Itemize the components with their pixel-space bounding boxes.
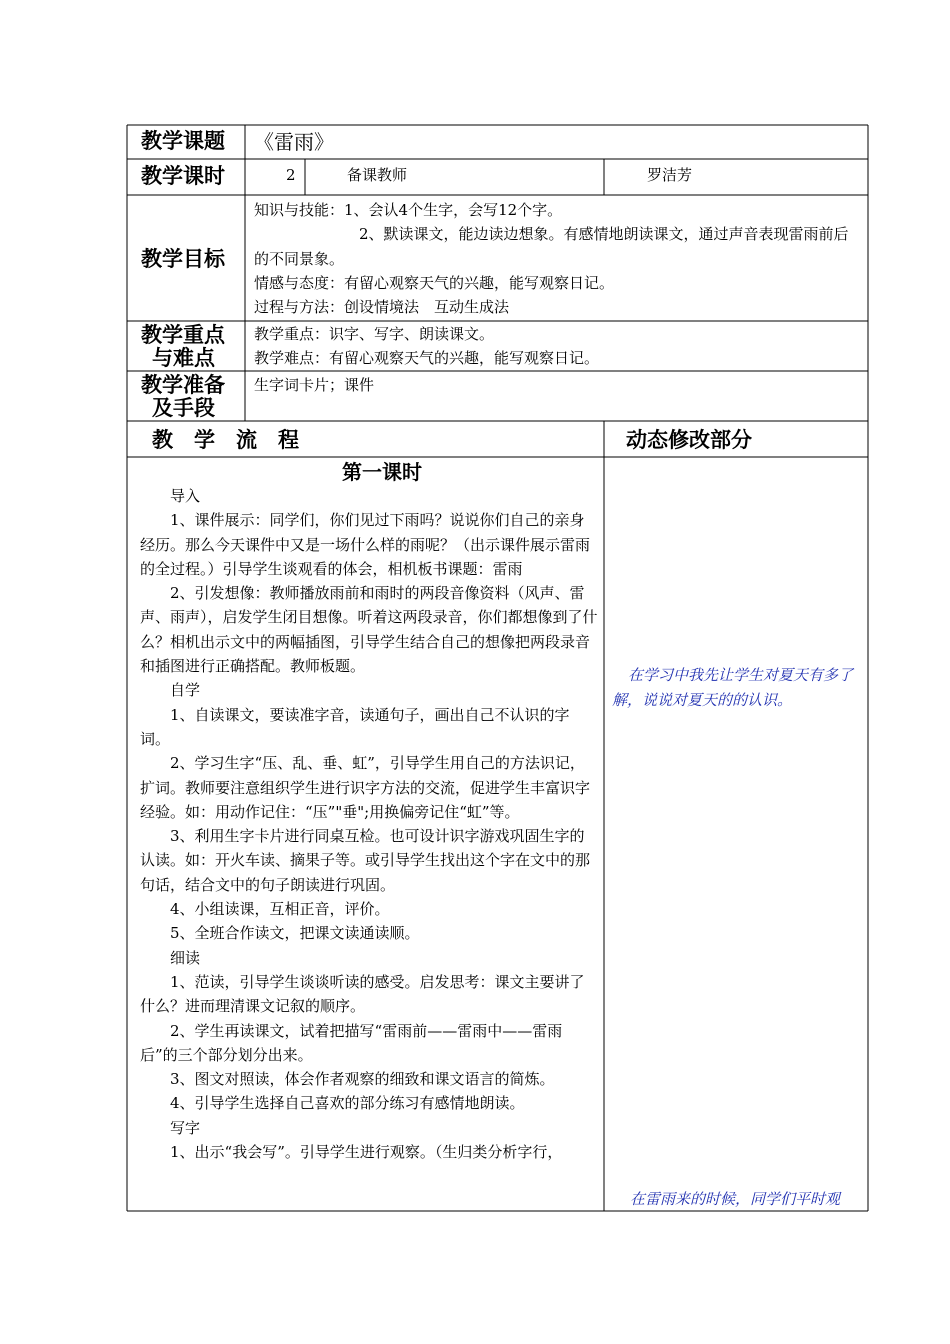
- lesson-paragraph: 1、自读课文，要读准字音，读通句子，画出自己不认识的字词。: [140, 705, 570, 748]
- lesson-paragraph: 1、课件展示：同学们，你们见过下雨吗？说说你们自己的亲身经历。那么今天课件中又是一场什么样的雨呢？（出示课件展示雷雨的全过程。）引导学生谈观看的体会，相机板书课题：雷雨: [140, 511, 591, 578]
- key-label-line1: 教学重点: [141, 323, 225, 347]
- lesson-paragraph: 3、利用生字卡片进行同桌互检。也可设计识字游戏巩固生字的认读。如：开火车读、摘果子等。或引导学生找出这个字在文中的那句话，结合文中的句子朗读进行巩固。: [140, 827, 591, 894]
- goal-item: 知识与技能：1、会认4个生字，会写12个字。: [254, 201, 563, 219]
- lesson-paragraph: 2、引发想像：教师播放雨前和雨时的两段音像资料（风声、雷声、雨声），启发学生闭目想像。听着这两段录音，你们都想像到了什么？相机出示文中的两幅插图，引导学生结合自己的想像把两段录音和插图进行正确搭配。教师板题。: [140, 584, 598, 676]
- key-point: 教学难点：有留心观察天气的兴趣，能写观察日记。: [254, 349, 600, 367]
- lesson-paragraph: 5、全班合作读文，把课文读通读顺。: [170, 924, 420, 943]
- lesson-paragraph: 自学: [170, 681, 201, 700]
- lesson-paragraph: 1、出示“我会写”。引导学生进行观察。（生归类分析字行，: [170, 1143, 563, 1162]
- flow-label: 教 学 流 程: [152, 428, 299, 452]
- teacher-value: 罗洁芳: [647, 166, 693, 184]
- lesson-paragraph: 1、范读，引导学生谈谈听读的感受。启发思考：课文主要讲了什么？进而理清课文记叙的顺序。: [140, 972, 585, 1016]
- goals-label: 教学目标: [141, 247, 225, 271]
- lesson-paragraph: 导入: [170, 487, 201, 505]
- lesson-title: 第一课时: [342, 460, 422, 484]
- prep-value: 生字词卡片；课件: [254, 376, 375, 394]
- lesson-paragraph: 4、小组读课，互相正音，评价。: [170, 900, 390, 919]
- teacher-label: 备课教师: [347, 166, 408, 184]
- lesson-paragraph: 2、学生再读课文，试着把描写“雷雨前——雷雨中——雷雨后”的三个部分划分出来。: [140, 1021, 563, 1064]
- goal-item: 2、默读课文，能边读边想象。有感情地朗读课文，通过声音表现雷雨前后的不同景象。: [254, 225, 849, 268]
- revision-note: 在雷雨来的时候，同学们平时观: [630, 1190, 841, 1208]
- goals-block: [254, 198, 862, 319]
- hours-value: 2: [286, 166, 296, 184]
- lesson-paragraph: 4、引导学生选择自己喜欢的部分练习有感情地朗读。: [170, 1094, 525, 1113]
- topic-label: 教学课题: [141, 129, 225, 153]
- hours-label: 教学课时: [141, 164, 225, 188]
- prep-label-line1: 教学准备: [141, 373, 225, 397]
- lesson-body: [140, 484, 598, 1164]
- lesson-paragraph: 写字: [170, 1118, 201, 1137]
- dynamic-label: 动态修改部分: [626, 428, 752, 452]
- topic-value: 《雷雨》: [254, 130, 334, 154]
- key-label-line2: 与难点: [152, 346, 215, 370]
- lesson-paragraph: 3、图文对照读，体会作者观察的细致和课文语言的简炼。: [170, 1070, 555, 1089]
- goal-item: 过程与方法：创设情境法 互动生成法: [254, 298, 510, 317]
- prep-label-line2: 及手段: [152, 396, 215, 420]
- lesson-paragraph: 细读: [170, 948, 201, 967]
- key-point: 教学重点：识字、写字、朗读课文。: [254, 325, 495, 343]
- goal-item: 情感与态度：有留心观察天气的兴趣，能写观察日记。: [254, 273, 615, 292]
- lesson-paragraph: 2、学习生字“压、乱、垂、虹”，引导学生用自己的方法识记，扩词。教师要注意组织学生进行识字方法的交流，促进学生丰富识字经验。如：用动作记住：“压”"垂";用换偏旁记住“虹”等。: [140, 754, 591, 821]
- revision-note: 在学习中我先让学生对夏天有多了解，说说对夏天的的认识。: [612, 666, 854, 709]
